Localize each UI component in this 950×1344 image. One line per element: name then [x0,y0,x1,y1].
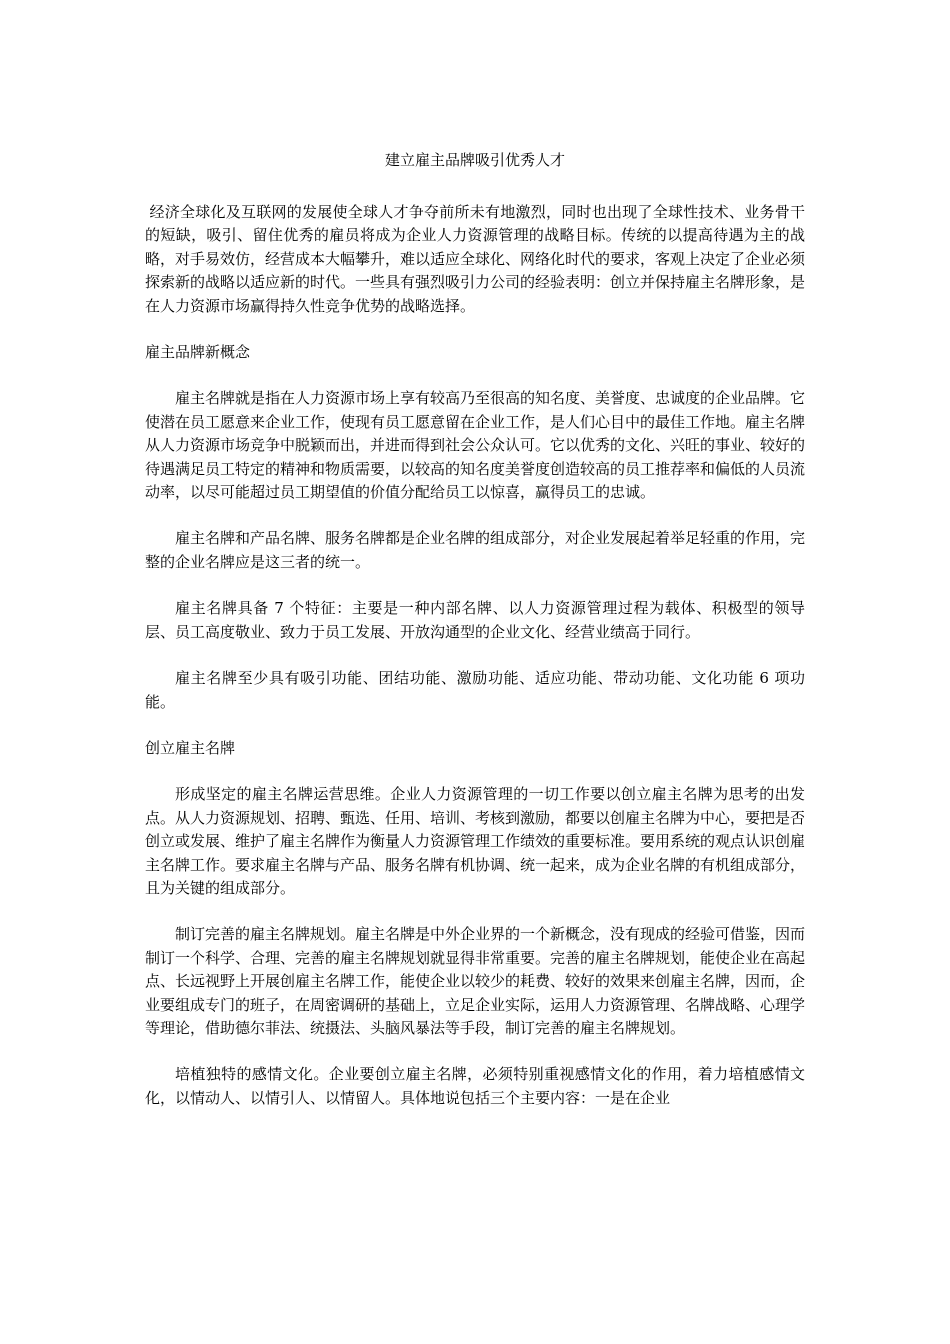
body-paragraph: 制订完善的雇主名牌规划。雇主名牌是中外企业界的一个新概念，没有现成的经验可借鉴，因而制订一个科学、合理、完善的雇主名牌规划就显得非常重要。完善的雇主名牌规划，能使企业在高起点、长远视野上开展创雇主名牌工作，能使企业以较少的耗费、较好的效果来创雇主名牌，因而，企业要组成专门的班子，在周密调研的基础上，立足企业实际，运用人力资源管理、名牌战略、心理学等理论，借助德尔菲法、统摄法、头脑风暴法等手段，制订完善的雇主名牌规划。 [145,925,806,1037]
body-paragraph: 雇主名牌和产品名牌、服务名牌都是企业名牌的组成部分，对企业发展起着举足轻重的作用，完整的企业名牌应是这三者的统一。 [145,529,806,571]
section-heading-new-concept: 雇主品牌新概念 [145,343,251,362]
body-paragraph: 培植独特的感情文化。企业要创立雇主名牌，必须特别重视感情文化的作用，着力培植感情文化，以情动人、以情引人、以情留人。具体地说包括三个主要内容：一是在企业 [145,1065,805,1107]
body-paragraph: 雇主名牌具备 7 个特征：主要是一种内部名牌、以人力资源管理过程为载体、积极型的领导层、员工高度敬业、致力于员工发展、开放沟通型的企业文化、经营业绩高于同行。 [145,599,805,641]
document-body [145,201,805,1133]
body-paragraph: 雇主名牌至少具有吸引功能、团结功能、激励功能、适应功能、带动功能、文化功能 6 项功能。 [145,669,805,711]
body-paragraph: 雇主名牌就是指在人力资源市场上享有较高乃至很高的知名度、美誉度、忠诚度的企业品牌。它使潜在员工愿意来企业工作，使现有员工愿意留在企业工作，是人们心目中的最佳工作地。雇主名牌从人力资源市场竞争中脱颖而出，并进而得到社会公众认可。它以优秀的文化、兴旺的事业、较好的待遇满足员工特定的精神和物质需要，以较高的知名度美誉度创造较高的员工推荐率和偏低的人员流动率，以尽可能超过员工期望值的价值分配给员工以惊喜，赢得员工的忠诚。 [145,389,806,502]
body-paragraph: 形成坚定的雇主名牌运营思维。企业人力资源管理的一切工作要以创立雇主名牌为思考的出发点。从人力资源规划、招聘、甄选、任用、培训、考核到激励，都要以创雇主名牌为中心，要把是否创立或发展、维护了雇主名牌作为衡量人力资源管理工作绩效的重要标准。要用系统的观点认识创雇主名牌工作。要求雇主名牌与产品、服务名牌有机协调、统一起来，成为企业名牌的有机组成部分，且为关键的组成部分。 [145,785,806,897]
section-heading-create-brand: 创立雇主名牌 [145,738,236,757]
document-title: 建立雇主品牌吸引优秀人才 [384,151,565,169]
intro-paragraph: 经济全球化及互联网的发展使全球人才争夺前所未有地激烈，同时也出现了全球性技术、业务骨干的短缺，吸引、留住优秀的雇员将成为企业人力资源管理的战略目标。传统的以提高待遇为主的战略，对手易效仿，经营成本大幅攀升，难以适应全球化、网络化时代的要求，客观上决定了企业必须探索新的战略以适应新的时代。一些具有强烈吸引力公司的经验表明：创立并保持雇主名牌形象，是在人力资源市场赢得持久性竞争优势的战略选择。 [145,203,806,315]
